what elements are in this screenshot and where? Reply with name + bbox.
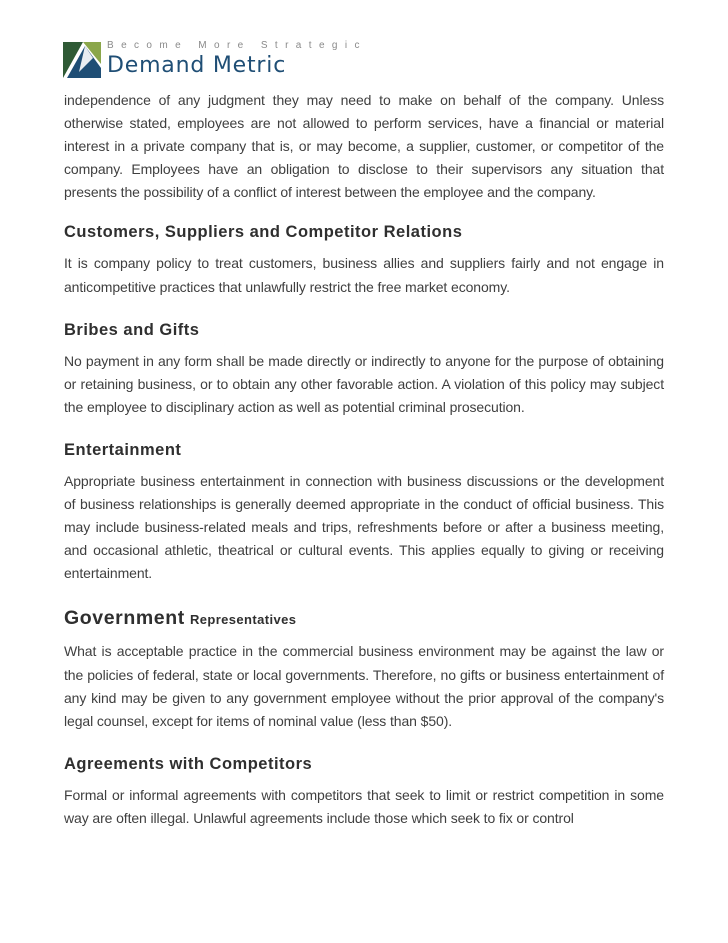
section-paragraph: No payment in any form shall be made directly or indirectly to anyone for the purpose of obtaining or retaining business, or to obtain any other favorable action. A violation of this policy may subject the employee to disciplinary action as well as potential criminal prosecution. [64,352,664,415]
intro-paragraph: independence of any judgment they may need to make on behalf of the company. Unless otherwise stated, employees are not allowed to perform services, have a financial or material interest in a private company that is, or may become, a supplier, customer, or competitor of the company. Employees have an obligation to disclose to their supervisors any situation that presents the possibility of a conflict of interest between the employee and the company. [64,92,664,201]
section-heading-part2: Representatives [189,612,297,628]
logo-tagline: Become More Strategic [107,40,367,51]
section-heading: Customers, Suppliers and Competitor Relations [64,223,463,242]
section-customer-relations [64,223,664,298]
section-heading: Bribes and Gifts [64,320,200,339]
logo-brand-name: Demand Metric [107,53,287,78]
section-agreements-competitors [64,755,664,830]
section-heading: Entertainment [64,440,182,459]
section-heading [64,607,664,630]
section-paragraph: It is company policy to treat customers, business allies and suppliers fairly and not engage in anticompetitive practices that unlawfully restrict the free market economy. [64,255,664,295]
section-paragraph: What is acceptable practice in the commercial business environment may be against the law or the policies of federal, state or local governments. Therefore, no gifts or business entertainment of any kind may be given to any government employee without the prior approval of the company's legal counsel, except for items of nominal value (less than $50). [64,643,664,729]
section-paragraph: Formal or informal agreements with competitors that seek to limit or restrict competition in some way are often illegal. Unlawful agreements include those which seek to fix or control [64,786,664,826]
section-paragraph: Appropriate business entertainment in connection with business discussions or the development of business relationships is generally deemed appropriate in the conduct of official business. This may include business-related meals and trips, refreshments before or after a business meeting, and occasional athletic, theatrical or cultural events. This applies equally to giving or receiving entertainment. [64,472,664,582]
section-government-representatives [64,607,664,732]
company-logo [63,38,367,80]
section-bribes-gifts [64,321,664,419]
section-heading-part1: Government [64,607,185,630]
section-entertainment [64,441,664,585]
section-heading: Agreements with Competitors [64,754,313,773]
document-body [64,89,664,830]
demand-metric-logo-icon [63,42,101,78]
